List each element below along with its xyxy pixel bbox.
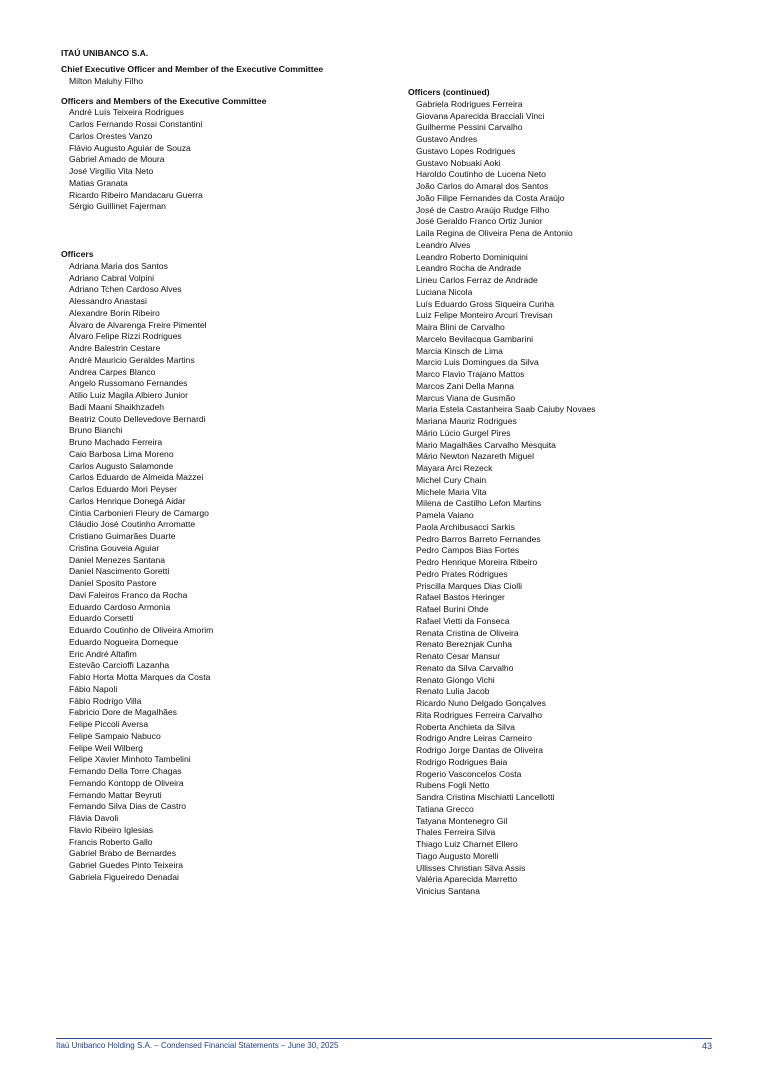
list-item: Rogerio Vasconcelos Costa [416, 768, 522, 779]
footer-text: Itaú Unibanco Holding S.A. – Condensed Financial Statements – June 30, 2025 [56, 1041, 339, 1050]
list-item: Priscilla Marques Dias Ciolli [416, 580, 523, 591]
list-item: Maria Estela Castanheira Saab Caiuby Novaes [416, 404, 596, 415]
list-item: Renato Lulia Jacob [416, 686, 490, 697]
list-item: Mayara Arci Rezeck [416, 463, 493, 473]
list-item: Andrea Carpes Blanco [69, 366, 156, 377]
list-item: Alessandro Anastasi [69, 296, 147, 306]
list-item: Roberta Anchieta da Silva [416, 721, 515, 732]
list-item: Laila Regina de Oliveira Pena de Antonio [416, 228, 573, 238]
list-item: Leandro Alves [416, 239, 471, 250]
list-item: Flavio Ribeiro Iglesias [69, 824, 154, 835]
list-item: Eduardo Corsetti [69, 613, 134, 624]
list-item: Leandro Rocha de Andrade [416, 263, 522, 274]
list-item: Estevão Carcioffi Lazanha [69, 660, 170, 671]
list-item: Andre Balestrin Cestare [69, 343, 161, 353]
list-item: Renata Cristina de Oliveira [416, 627, 519, 638]
list-item: Rodrigo Andre Leiras Carneiro [416, 733, 533, 744]
list-item: Haroldo Coutinho de Lucena Neto [416, 169, 546, 180]
list-item: Sandra Cristina Mischiatti Lancellotti [416, 792, 555, 802]
list-item: Fábio Napoli [69, 683, 118, 694]
list-item: Badi Maani Shaikhzadeh [69, 401, 165, 412]
list-item: Pedro Barros Barreto Fernandes [416, 533, 541, 544]
list-item: Flávia Davoli [69, 813, 119, 823]
list-item: Tatyana Montenegro Gil [416, 815, 508, 826]
list-item: Bruno Machado Ferreira [69, 437, 163, 447]
list-item: André Luís Teixeira Rodrigues [69, 107, 184, 118]
list-item: José de Castro Araújo Rudge Filho [416, 204, 550, 215]
list-item: Matias Granata [69, 177, 128, 188]
list-item: Felipe Weil Wilberg [69, 742, 143, 753]
list-item: Milena de Castilho Lefon Martins [416, 498, 542, 509]
list-item: Carlos Eduardo de Almeida Mazzei [69, 472, 204, 483]
list-item: Paola Archibusacci Sarkis [416, 521, 515, 532]
list-item: Gabriela Rodrigues Ferreira [416, 98, 523, 109]
list-item: Marcia Kinsch de Lima [416, 345, 503, 356]
list-item: Leandro Roberto Dominiquini [416, 251, 528, 262]
officers-list [61, 261, 391, 884]
list-item: Ricardo Ribeiro Mandacaru Guerra [69, 189, 203, 200]
list-item: Rodrigo Jorge Dantas de Oliveira [416, 745, 544, 755]
list-item: Renato da Silva Carvalho [416, 662, 514, 673]
list-item: Carlos Eduardo Mori Peyser [69, 484, 177, 494]
list-item: João Carlos do Amaral dos Santos [416, 181, 549, 191]
list-item: Maira Blini de Carvalho [416, 322, 505, 332]
company-name: ITAÚ UNIBANCO S.A. [61, 48, 149, 58]
list-item: Marcio Luis Domingues da Silva [416, 357, 539, 368]
list-item: Fabricio Dore de Magalhães [69, 707, 177, 718]
list-item: Gustavo Nobuaki Aoki [416, 157, 501, 168]
list-item: Cintia Carbonieri Fleury de Camargo [69, 507, 209, 518]
list-item: João Filipe Fernandes da Costa Araújo [416, 192, 565, 203]
list-item: Felipe Piccoli Aversa [69, 719, 149, 729]
list-item: Tiago Augusto Morelli [416, 850, 499, 861]
list-item: Valéria Aparecida Marretto [416, 874, 518, 885]
list-item: Gabriel Brabo de Bernardes [69, 848, 177, 859]
list-item: Marcos Zani Della Manna [416, 380, 514, 391]
list-item: Michel Cury Chain [416, 474, 487, 485]
list-item: Felipe Xavier Minhoto Tambelini [69, 754, 191, 765]
list-item: Thales Ferreira Silva [416, 827, 496, 838]
list-item: Ricardo Nuno Delgado Gonçalves [416, 698, 546, 708]
list-item: Carlos Fernando Rossi Constantini [69, 119, 203, 129]
list-item: Flávio Augusto Aguiar de Souza [69, 142, 191, 153]
page-number: 43 [701, 1041, 712, 1051]
list-item: Mário Newton Nazareth Miguel [416, 451, 534, 462]
officers-continued-list [408, 99, 738, 898]
list-item: Fernando Kontopp de Oliveira [69, 777, 184, 788]
list-item: Thiago Luiz Charnet Ellero [416, 839, 518, 849]
list-item: Pedro Prates Rodrigues [416, 568, 508, 579]
list-item: Adriano Cabral Volpini [69, 272, 155, 283]
list-item: Luiz Felipe Monteiro Arcuri Trevisan [416, 310, 553, 321]
list-item: Renato Bereznjak Cunha [416, 639, 513, 650]
list-item: Carlos Henrique Donegá Aidar [69, 495, 186, 506]
list-item: Lineu Carlos Ferraz de Andrade [416, 275, 538, 285]
list-item: Marco Flavio Trajano Mattos [416, 369, 525, 379]
left-column [61, 48, 391, 884]
list-item: Alexandre Borin Ribeiro [69, 307, 160, 318]
list-item: Gabriela Figueiredo Denadai [69, 871, 179, 882]
exec-committee-list [61, 107, 391, 213]
list-item: Adriana Maria dos Santos [69, 260, 168, 271]
list-item: Daniel Nascimento Goretti [69, 566, 170, 577]
list-item: Mario Magalhães Carvalho Mesquita [416, 439, 556, 450]
list-item: Michele Maria Vita [416, 486, 487, 497]
list-item: Gustavo Lopes Rodrigues [416, 145, 516, 156]
list-item: Mariana Mauriz Rodrigues [416, 416, 517, 426]
list-item: Rita Rodrigues Ferreira Carvalho [416, 709, 543, 720]
list-item: Rafael Vietti da Fonseca [416, 615, 510, 626]
list-item: Rodrigo Rodrigues Baia [416, 756, 508, 767]
list-item: Álvaro de Alvarenga Freire Pimentel [69, 319, 207, 330]
list-item: Renato Giongo Vichi [416, 674, 495, 685]
exec-committee-header: Officers and Members of the Executive Committee [61, 95, 267, 106]
list-item: José Virgílio Vita Neto [69, 166, 154, 176]
list-item: Eduardo Nogueira Domeque [69, 636, 179, 647]
list-item: André Mauricio Geraldes Martins [69, 354, 195, 365]
list-item: Gabriel Guedes Pinto Teixeira [69, 860, 184, 870]
list-item: Carlos Orestes Vanzo [69, 130, 153, 141]
list-item: Rubens Fogli Netto [416, 780, 490, 791]
list-item: Marcelo Bevilacqua Gambarini [416, 333, 534, 344]
list-item: Renato Cesar Mansur [416, 651, 501, 661]
list-item: Fabio Horta Motta Marques da Costa [69, 672, 211, 682]
footer-divider [56, 1038, 712, 1039]
list-item: Cristina Gouveia Aguiar [69, 542, 160, 553]
ceo-header: Chief Executive Officer and Member of the Executive Committee [61, 64, 324, 74]
list-item: Luís Eduardo Gross Siqueira Cunha [416, 298, 555, 309]
list-item: Pamela Vaiano [416, 510, 474, 520]
list-item: Marcus Viana de Gusmão [416, 392, 516, 403]
list-item: Luciana Nicola [416, 286, 473, 297]
list-item: Daniel Sposito Pastore [69, 578, 157, 588]
officers-header: Officers [61, 249, 94, 259]
ceo-name: Milton Maluhy Filho [69, 75, 144, 86]
list-item: Eduardo Coutinho de Oliveira Amorim [69, 625, 214, 635]
list-item: Atilio Luiz Magila Albiero Junior [69, 390, 188, 400]
list-item: Mário Lúcio Gurgel Pires [416, 427, 511, 438]
list-item: Fernando Silva Dias de Castro [69, 801, 187, 812]
list-item: Sérgio Guillinet Fajerman [69, 201, 166, 212]
right-column [408, 87, 738, 898]
list-item: Álvaro Felipe Rizzi Rodrigues [69, 331, 182, 342]
list-item: Pedro Henrique Moreira Ribeiro [416, 557, 538, 567]
list-item: Fábio Rodrigo Villa [69, 695, 142, 706]
list-item: Eduardo Cardoso Armonia [69, 601, 171, 612]
list-item: Rafael Burini Ohde [416, 604, 489, 614]
list-item: Bruno Bianchi [69, 425, 123, 436]
list-item: Vinicius Santana [416, 886, 480, 896]
list-item: Ullisses Christian Silva Assis [416, 862, 526, 873]
list-item: Davi Faleiros Franco da Rocha [69, 589, 188, 600]
list-item: Giovana Aparecida Bracciali Vinci [416, 110, 545, 121]
list-item: Caio Barbosa Lima Moreno [69, 448, 174, 459]
list-item: Cristiano Guimarães Duarte [69, 531, 176, 541]
list-item: Francis Roberto Gallo [69, 836, 153, 847]
list-item: Guilherme Pessini Carvalho [416, 122, 523, 133]
officers-continued-header: Officers (continued) [408, 87, 490, 97]
list-item: Gabriel Amado de Moura [69, 154, 165, 165]
list-item: Adriano Tchen Cardoso Alves [69, 284, 182, 295]
list-item: Rafael Bastos Heringer [416, 592, 505, 603]
list-item: Gustavo Andres [416, 134, 478, 144]
list-item: Cláudio José Coutinho Arromatte [69, 519, 196, 530]
list-item: Fernando Della Torre Chagas [69, 766, 182, 776]
list-item: Carlos Augusto Salamonde [69, 460, 174, 471]
list-item: Daniel Menezes Santana [69, 554, 166, 565]
list-item: Angelo Russomano Fernandes [69, 378, 188, 389]
list-item: Beatriz Couto Dellevedove Bernardi [69, 413, 206, 424]
list-item: Pedro Campos Bias Fortes [416, 545, 520, 556]
list-item: Felipe Sampaio Nabuco [69, 730, 161, 741]
list-item: Tatiana Grecco [416, 803, 474, 814]
list-item: Fernando Mattar Beyruti [69, 789, 162, 800]
list-item: José Geraldo Franco Ortiz Junior [416, 216, 543, 227]
list-item: Eric André Altafim [69, 648, 137, 659]
